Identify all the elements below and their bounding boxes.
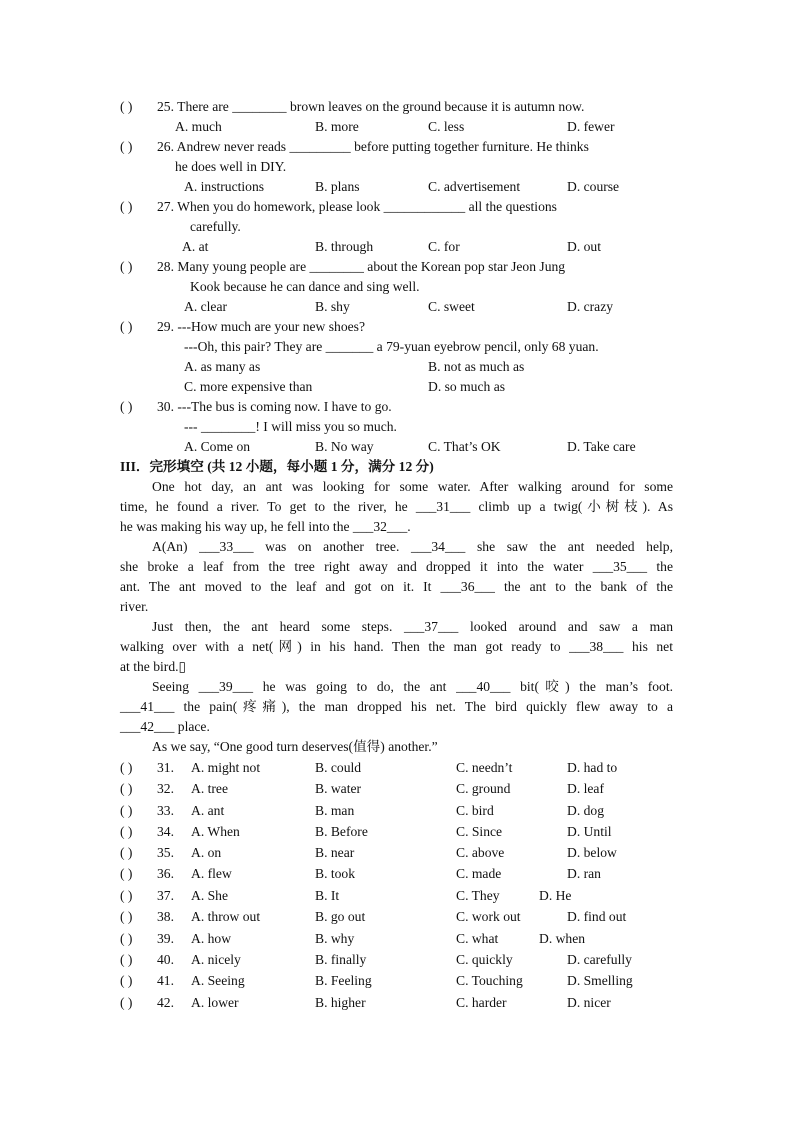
- answer-paren: ( ): [120, 803, 133, 818]
- option-c: C. what: [456, 931, 499, 946]
- question-text: 30. ---The bus is coming now. I have to go.: [157, 399, 392, 414]
- option-d: D. dog: [567, 803, 605, 818]
- option-a: A. throw out: [191, 909, 261, 924]
- question-number: 31.: [157, 760, 174, 775]
- option-b: B. more: [315, 119, 359, 134]
- cloze-question-31: [0, 758, 794, 778]
- option-b: B. Feeling: [315, 973, 372, 988]
- option-a: A. flew: [191, 866, 232, 881]
- cloze-question-36: [0, 864, 794, 884]
- option-a: A. clear: [184, 299, 228, 314]
- question-text-cont: he does well in DIY.: [175, 159, 287, 174]
- cloze-question-41: [0, 971, 794, 991]
- cloze-question-38: [0, 907, 794, 927]
- answer-paren: ( ): [120, 319, 133, 334]
- passage-line: [0, 617, 794, 637]
- section-heading-row: [0, 457, 794, 477]
- passage-line: [0, 637, 794, 657]
- option-c: C. needn’t: [456, 760, 513, 775]
- option-a: A. much: [175, 119, 222, 134]
- question-28-stem: [0, 257, 794, 277]
- option-a: A. how: [191, 931, 232, 946]
- passage-line: [0, 537, 794, 557]
- question-text: 27. When you do homework, please look ____________ all the questions: [157, 199, 557, 214]
- section-heading: III．完形填空 (共 12 小题，每小题 1 分，满分 12 分): [120, 459, 434, 474]
- question-text-cont: --- ________! I will miss you so much.: [184, 419, 397, 434]
- question-number: 33.: [157, 803, 174, 818]
- option-b: B. It: [315, 888, 340, 903]
- option-a: A. as many as: [184, 359, 261, 374]
- passage-text: he was making his way up, he fell into the ___32___.: [120, 519, 411, 534]
- passage-text: walking over with a net(网) in his hand. Then the man got ready to ___38___ his net: [120, 639, 673, 654]
- cloze-question-37: [0, 886, 794, 906]
- option-b: B. water: [315, 781, 362, 796]
- passage-text: ___41___ the pain(疼痛), the man dropped his net. The bird quickly flew away to a: [120, 699, 673, 714]
- question-29-stem-continued: [0, 337, 794, 357]
- question-number: 36.: [157, 866, 174, 881]
- option-c: C. quickly: [456, 952, 513, 967]
- option-b: B. took: [315, 866, 356, 881]
- question-25-stem: [0, 97, 794, 117]
- option-b: B. why: [315, 931, 355, 946]
- answer-paren: ( ): [120, 781, 133, 796]
- option-d: D. leaf: [567, 781, 604, 796]
- question-number: 32.: [157, 781, 174, 796]
- question-29-stem: [0, 317, 794, 337]
- passage-line: [0, 737, 794, 757]
- passage-text: As we say, “One good turn deserves(值得) another.”: [152, 739, 438, 754]
- option-b: B. plans: [315, 179, 360, 194]
- option-b: B. Before: [315, 824, 368, 839]
- passage-line: [0, 597, 794, 617]
- option-c: C. advertisement: [428, 179, 521, 194]
- passage-line: [0, 557, 794, 577]
- answer-paren: ( ): [120, 760, 133, 775]
- cloze-question-32: [0, 779, 794, 799]
- answer-paren: ( ): [120, 199, 133, 214]
- option-d: D. He: [539, 888, 572, 903]
- option-d: D. crazy: [567, 299, 614, 314]
- passage-line: [0, 657, 794, 677]
- question-text-cont: ---Oh, this pair? They are _______ a 79-yuan eyebrow pencil, only 68 yuan.: [184, 339, 599, 354]
- answer-paren: ( ): [120, 973, 133, 988]
- passage-line: [0, 497, 794, 517]
- question-text: 28. Many young people are ________ about the Korean pop star Jeon Jung: [157, 259, 566, 274]
- answer-paren: ( ): [120, 399, 133, 414]
- question-number: 35.: [157, 845, 174, 860]
- question-number: 41.: [157, 973, 174, 988]
- passage-line: [0, 577, 794, 597]
- answer-paren: ( ): [120, 824, 133, 839]
- question-number: 37.: [157, 888, 174, 903]
- option-b: B. through: [315, 239, 374, 254]
- question-text-cont: Kook because he can dance and sing well.: [190, 279, 420, 294]
- option-a: A. Come on: [184, 439, 251, 454]
- passage-text: ant. The ant moved to the leaf and got on it. It ___36___ the ant to the bank of the: [120, 579, 673, 594]
- option-c: C. They: [456, 888, 500, 903]
- cloze-question-35: [0, 843, 794, 863]
- question-26-options: [0, 177, 794, 197]
- passage-text: Just then, the ant heard some steps. ___37___ looked around and saw a man: [152, 619, 673, 634]
- question-30-stem-continued: [0, 417, 794, 437]
- passage-text: ___42___ place.: [120, 719, 210, 734]
- option-d: D. below: [567, 845, 617, 860]
- passage-text: river.: [120, 599, 149, 614]
- question-27-stem: [0, 197, 794, 217]
- option-a: A. might not: [191, 760, 261, 775]
- question-number: 40.: [157, 952, 174, 967]
- option-d: D. so much as: [428, 379, 506, 394]
- option-a: A. lower: [191, 995, 239, 1010]
- option-a: A. tree: [191, 781, 228, 796]
- cloze-question-33: [0, 801, 794, 821]
- option-a: A. nicely: [191, 952, 241, 967]
- question-29-options-ab: [0, 357, 794, 377]
- answer-paren: ( ): [120, 888, 133, 903]
- question-number: 39.: [157, 931, 174, 946]
- answer-paren: ( ): [120, 99, 133, 114]
- answer-paren: ( ): [120, 845, 133, 860]
- passage-line: [0, 517, 794, 537]
- option-c: C. harder: [456, 995, 507, 1010]
- option-a: A. When: [191, 824, 240, 839]
- option-c: C. That’s OK: [428, 439, 501, 454]
- question-text: 25. There are ________ brown leaves on the ground because it is autumn now.: [157, 99, 585, 114]
- option-b: B. No way: [315, 439, 374, 454]
- option-a: A. on: [191, 845, 222, 860]
- option-b: B. finally: [315, 952, 367, 967]
- option-d: D. Take care: [567, 439, 636, 454]
- option-c: C. sweet: [428, 299, 475, 314]
- answer-paren: ( ): [120, 995, 133, 1010]
- option-d: D. nicer: [567, 995, 611, 1010]
- option-c: C. more expensive than: [184, 379, 313, 394]
- passage-text: at the bird.▯: [120, 659, 186, 674]
- question-26-stem: [0, 137, 794, 157]
- answer-paren: ( ): [120, 931, 133, 946]
- passage-line: [0, 677, 794, 697]
- question-25-options: [0, 117, 794, 137]
- cloze-question-39: [0, 929, 794, 949]
- option-a: A. She: [191, 888, 229, 903]
- question-29-options-cd: [0, 377, 794, 397]
- option-b: B. not as much as: [428, 359, 525, 374]
- passage-text: time, he found a river. To get to the river, he ___31___ climb up a twig(小树枝). As: [120, 499, 673, 514]
- option-b: B. could: [315, 760, 362, 775]
- option-d: D. ran: [567, 866, 601, 881]
- question-30-options: [0, 437, 794, 457]
- option-d: D. when: [539, 931, 586, 946]
- option-d: D. Smelling: [567, 973, 633, 988]
- cloze-question-34: [0, 822, 794, 842]
- question-text-cont: carefully.: [190, 219, 241, 234]
- question-number: 38.: [157, 909, 174, 924]
- option-c: C. above: [456, 845, 505, 860]
- passage-text: A(An) ___33___ was on another tree. ___34___ she saw the ant needed help,: [152, 539, 673, 554]
- answer-paren: ( ): [120, 139, 133, 154]
- passage-text: Seeing ___39___ he was going to do, the ant ___40___ bit(咬) the man’s foot.: [152, 679, 673, 694]
- option-b: B. near: [315, 845, 355, 860]
- option-c: C. Since: [456, 824, 503, 839]
- question-text: 29. ---How much are your new shoes?: [157, 319, 365, 334]
- answer-paren: ( ): [120, 259, 133, 274]
- option-d: D. fewer: [567, 119, 615, 134]
- option-c: C. ground: [456, 781, 511, 796]
- passage-line: [0, 477, 794, 497]
- option-d: D. find out: [567, 909, 627, 924]
- option-c: C. bird: [456, 803, 494, 818]
- passage-line: [0, 697, 794, 717]
- option-d: D. out: [567, 239, 601, 254]
- passage-text: One hot day, an ant was looking for some water. After walking around for some: [152, 479, 673, 494]
- answer-paren: ( ): [120, 909, 133, 924]
- option-c: C. Touching: [456, 973, 523, 988]
- question-27-stem-continued: [0, 217, 794, 237]
- question-number: 34.: [157, 824, 174, 839]
- option-d: D. had to: [567, 760, 618, 775]
- option-a: A. Seeing: [191, 973, 245, 988]
- option-b: B. shy: [315, 299, 350, 314]
- passage-line: [0, 717, 794, 737]
- question-28-options: [0, 297, 794, 317]
- answer-paren: ( ): [120, 866, 133, 881]
- option-d: D. course: [567, 179, 620, 194]
- question-28-stem-continued: [0, 277, 794, 297]
- question-30-stem: [0, 397, 794, 417]
- answer-paren: ( ): [120, 952, 133, 967]
- option-a: A. ant: [191, 803, 225, 818]
- option-c: C. for: [428, 239, 460, 254]
- passage-text: she broke a leaf from the tree right away and dropped it into the water ___35___ the: [120, 559, 673, 574]
- option-c: C. made: [456, 866, 502, 881]
- option-d: D. Until: [567, 824, 612, 839]
- question-26-stem-continued: [0, 157, 794, 177]
- question-text: 26. Andrew never reads _________ before putting together furniture. He thinks: [157, 139, 589, 154]
- option-b: B. go out: [315, 909, 366, 924]
- option-a: A. at: [182, 239, 209, 254]
- question-number: 42.: [157, 995, 174, 1010]
- cloze-question-40: [0, 950, 794, 970]
- cloze-question-42: [0, 993, 794, 1013]
- question-27-options: [0, 237, 794, 257]
- option-c: C. work out: [456, 909, 521, 924]
- option-d: D. carefully: [567, 952, 632, 967]
- option-b: B. higher: [315, 995, 366, 1010]
- option-c: C. less: [428, 119, 465, 134]
- option-a: A. instructions: [184, 179, 265, 194]
- option-b: B. man: [315, 803, 355, 818]
